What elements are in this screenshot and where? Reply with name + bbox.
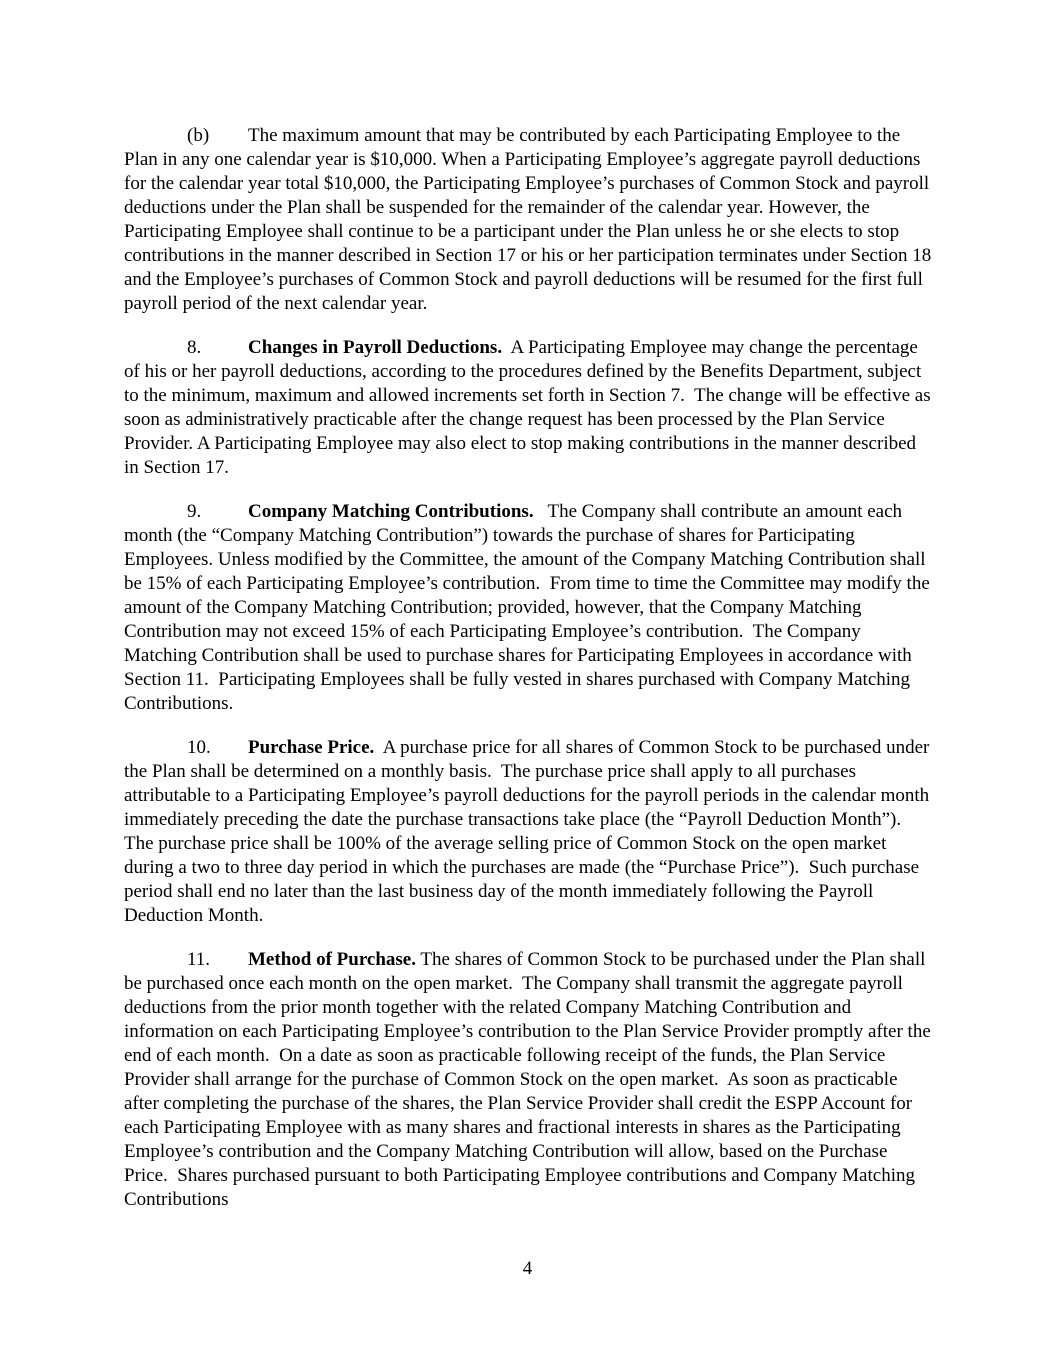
paragraph-text: The maximum amount that may be contributed by each Participating Employee to the Plan in any one calendar year is $10,000. When a Participating Employee’s aggregate payroll deductions for the calendar year total $10,000, the Participating Employee’s purchases of Common Stock and payroll deductions under the Plan shall be suspended for the remainder of the calendar year. However, the Participating Employee shall continue to be a participant under the Plan unless he or she elects to stop contributions in the manner described in Section 17 or his or her participation terminates under Section 18 and the Employee’s purchases of Common Stock and payroll deductions will be resumed for the first full payroll period of the next calendar year.: [124, 125, 932, 314]
paragraph-8: [124, 336, 934, 480]
paragraph-number: 9.: [187, 501, 202, 522]
page-number: 4: [522, 1258, 533, 1279]
paragraph-text: A purchase price for all shares of Common Stock to be purchased under the Plan shall be determined on a monthly basis. The purchase price shall apply to all purchases attributable to a Participating Employee’s payroll deductions for the payroll periods in the calendar month immediately preceding the date the purchase transactions take place (the “Payroll Deduction Month”). The purchase price shall be 100% of the average selling price of Common Stock on the open market during a two to three day period in which the purchases are made (the “Purchase Price”). Such purchase period shall end no later than the last business day of the month immediately following the Payroll Deduction Month.: [124, 737, 935, 926]
section-heading: Company Matching Contributions.: [248, 501, 534, 522]
paragraph-number: (b): [187, 125, 210, 146]
section-heading: Changes in Payroll Deductions.: [248, 337, 503, 358]
paragraph-text: The shares of Common Stock to be purchased under the Plan shall be purchased once each month on the open market. The Company shall transmit the aggregate payroll deductions from the prior month together with the related Company Matching Contribution and information on each Participating Employee’s contribution to the Plan Service Provider promptly after the end of each month. On a date as soon as practicable following receipt of the funds, the Plan Service Provider shall arrange for the purchase of Common Stock on the open market. As soon as practicable after completing the purchase of the shares, the Plan Service Provider shall credit the ESPP Account for each Participating Employee with as many shares and fractional interests in shares as the Participating Employee’s contribution and the Company Matching Contribution will allow, based on the Purchase Price. Shares purchased pursuant to both Participating Employee contributions and Company Matching Contributions: [124, 949, 936, 1210]
paragraph-number: 10.: [187, 737, 211, 758]
paragraph-text: The Company shall contribute an amount each month (the “Company Matching Contribution”) towards the purchase of shares for Participating Employees. Unless modified by the Committee, the amount of the Company Matching Contribution shall be 15% of each Participating Employee’s contribution. From time to time the Committee may modify the amount of the Company Matching Contribution; provided, however, that the Company Matching Contribution may not exceed 15% of each Participating Employee’s contribution. The Company Matching Contribution shall be used to purchase shares for Participating Employees in accordance with Section 11. Participating Employees shall be fully vested in shares purchased with Company Matching Contributions.: [124, 501, 935, 714]
paragraph-number: 11.: [187, 949, 211, 970]
section-heading: Purchase Price.: [248, 737, 375, 758]
document-body: [124, 124, 934, 1232]
paragraph-9: [124, 500, 934, 716]
paragraph-b: [124, 124, 934, 316]
paragraph-10: [124, 736, 934, 928]
paragraph-11: [124, 948, 934, 1212]
section-heading: Method of Purchase.: [248, 949, 416, 970]
paragraph-number: 8.: [187, 337, 202, 358]
paragraph-text: A Participating Employee may change the percentage of his or her payroll deductions, according to the procedures defined by the Benefits Department, subject to the minimum, maximum and allowed increments set forth in Section 7. The change will be effective as soon as administratively practicable after the change request has been processed by the Plan Service Provider. A Participating Employee may also elect to stop making contributions in the manner described in Section 17.: [124, 337, 936, 478]
